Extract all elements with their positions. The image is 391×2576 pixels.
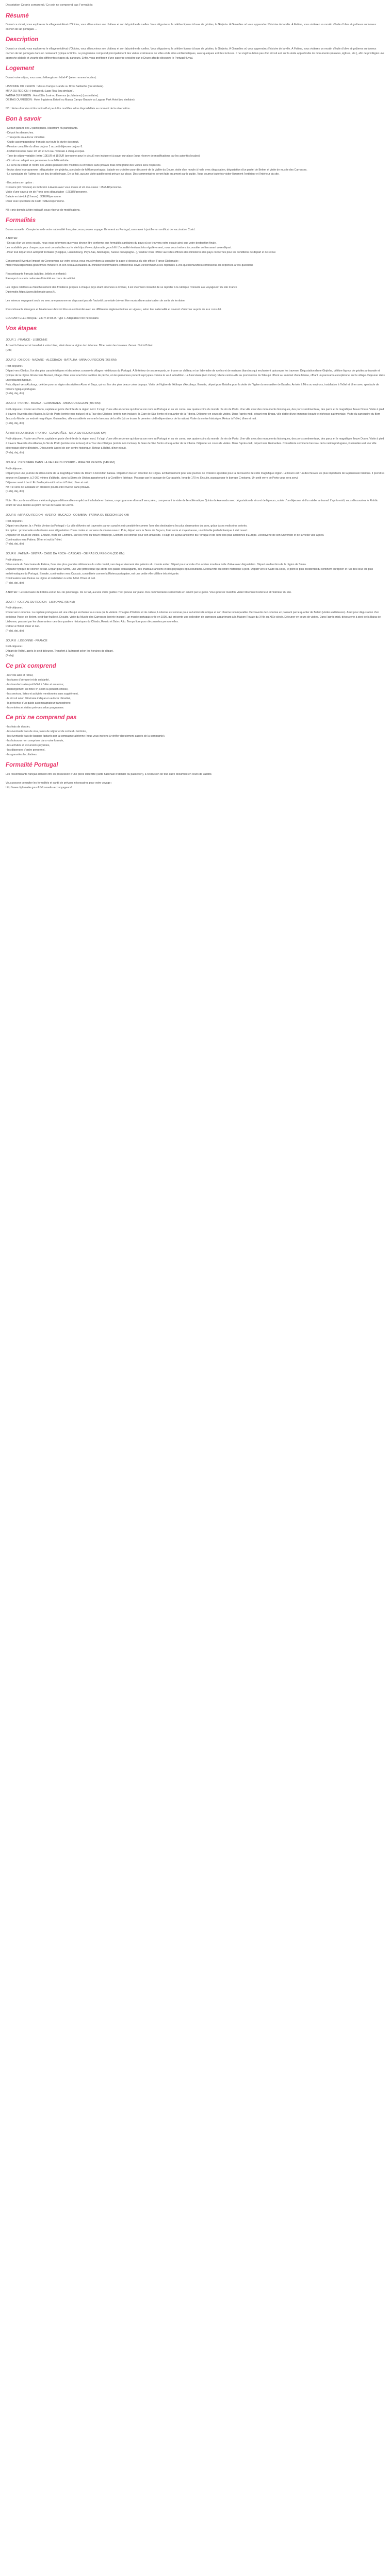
excluded-item: - les boissons non comprises dans votre formule, bbox=[6, 739, 64, 743]
excluded-item: - les éventuels frais de visa, taxes de séjour et de sortie du territoire, bbox=[6, 730, 87, 734]
excluded-item: - les dépenses d'ordre personnel, bbox=[6, 748, 45, 752]
included-item: - le circuit selon l'itinéraire indiqué en autocar climatisé, bbox=[6, 697, 71, 700]
info-item: - Le sanctuaire de Fatima est un lieu de pèlerinage. De ce fait, aucune visite guidée n'est prévue sur place. Des commentaires seront faits en amont par le guide. Vous pourrez toutefois visiter librement l'extérieur et l'intérieur du site. bbox=[6, 173, 280, 176]
section-title-prix-ne-comprend: Ce prix ne comprend pas bbox=[6, 715, 77, 721]
excursion-item: Visite d'une cave à vin de Porto avec dégustation : 17EUR/personne. bbox=[6, 191, 88, 194]
included-item: - les services, listes et activités mentionnés sans supplément, bbox=[6, 692, 79, 696]
section-title-formalites: Formalités bbox=[6, 217, 36, 224]
info-item: - Départ les dimanches. bbox=[6, 131, 34, 135]
breadcrumb[interactable]: Description Ce prix comprend / Ce prix ne comprend pas Formalités bbox=[6, 4, 93, 7]
excursion-item: Croisière (45 minutes) en moliceiro à Aveiro avec vous moles et vin mousseux : 25EUR/personne. bbox=[6, 186, 122, 190]
info-item: - Transports en autocar climatisé. bbox=[6, 135, 45, 139]
section-title-resume: Résumé bbox=[6, 12, 29, 19]
day-title: JOUR 5 : MIRA OU REGION - AVEIRO - BUCACO - COIMBRA - FATIMA OU REGION (190 KM) bbox=[6, 514, 129, 517]
formalites-paragraph: COURANT ELECTRIQUE : 230 V et 50Hz. Type F. Adaptateur non nécessaire. bbox=[6, 317, 100, 320]
formalites-paragraph: Ressortissants français (adultes, bébés et enfants) : Passeport ou carte nationale d'identité en cours de validité. bbox=[6, 273, 76, 281]
section-formalites bbox=[6, 217, 385, 321]
day-text: Petit-déjeuner. Route vers Lisbonne. La capitale portugaise est une ville qui enchante tous ceux qui la visitent. Chargée d'histoire et de culture, Lisbonne est connue pour sa luminosité unique et son charme incomparable. Découverte de Lisbonne en passant par le quartier de Belem (visites extérieures). Arrêt pour dégustation d'un délicieux Pastel de Belem, petit flan feuilleté. Ensuite, visite du Musée des Carrosses (entrée incluse), un musée portugais créé en 1905, qui présente une collection de carrosses appartenant à la Maison Royale du XVIe au XIXe siècle. Déjeuner en cours de visites. Dans l'après-midi, découverte à pied de la Baixa de Lisbonne, passant par les charmantes rues des quartiers historiques du Chiado, Rossio et Bairro Alto. Temps libre pour découvertes personnelles. Retour à l'hôtel, dîner et nuit. (P-dej, dej, din) bbox=[6, 606, 381, 633]
formalite-portugal-paragraph: Vous pouvez consulter les formalités et santé de prévues nécessaires pour votre voyage : http://www.diplomatie.gouv.fr/fr/conseils-aux-voyageurs/ bbox=[6, 781, 112, 789]
hotel-item: LISBONNE OU REGION : Massa Campo Grande ou Dmoi Saldanha (ou similaire). bbox=[6, 84, 104, 88]
excluded-item: - les éventuels frais de bagage facturés par la compagnie aérienne (nous vous invitons à vérifier directement auprès de la compagnie), bbox=[6, 735, 166, 738]
section-title-logement: Logement bbox=[6, 65, 34, 72]
formalites-paragraph: Les règles relatives au franchissement des frontières propres à chaque pays étant amenées à évoluer, il est vivement conseillé de se reporter à la rubrique "conseils aux voyageurs" du site France Diplomatie,https://www.diplomatie.gouv.fr/. bbox=[6, 286, 237, 294]
day-title: JOUR 1 : FRANCE - LISBONNE bbox=[6, 338, 47, 342]
info-item: - Taxe de séjour variable (entre 10EUR et 15EUR /personne pour le circuit) non incluse et à payer sur place (sous réserve de modifications par les autorités locales) bbox=[6, 154, 200, 158]
day-text: Petit-déjeuner. Départ vers Obidos, l'un des plus caractéristiques et des mieux conservés villages médiévaux du Portugal. À l'intérieur de ses remparts, on trouve un château et un labyrinthe de ruelles et de maisons blanches qui enchantent quiconque les traverse. Dégustation d'une Ginjinha, célèbre liqueur de griottes artisanale et typique de la région. Route vers Nazaré, village côtier avec une forte tradition de pêche, où les personnes portent sept jupes comme le veut la tradition. Le funiculaire (non inclus) relie le centre-ville au promontoire du Sitio qui offrent au sommet d'une falaise, offrant un panorama exceptionnel sur le village. Déjeuner dans un restaurant typique. Puis, départ vers Alcobaça, célèbre pour sa région des rivières Alcoa et Baça, qui est l'un des plus beaux coins du pays. Visite de l'église de l'Abbaye d'Alcobaça. Ensuite, départ pour Batalha pour la visite de l'église du monastère de Batalha. Arrivée à Mira ou environs, installation à l'hôtel et dîner avec spectacle de folklore typique portugais. (P-dej, dej, din) bbox=[6, 364, 385, 396]
excursions-intro: - Excursions en option : bbox=[6, 181, 34, 185]
section-description bbox=[6, 37, 385, 61]
section-title-prix-comprend: Ce prix comprend bbox=[6, 663, 56, 670]
day-text: Accueil à l'aéroport et transfert à votre hôtel, situé dans la région de Lisbonne. Dîner selon les horaires d'envol. Nuit à l'hôtel. (Dm) bbox=[6, 344, 153, 352]
page bbox=[0, 0, 391, 804]
day-text: Petit-déjeuner. Découverte du Sanctuaire de Fatima, l'une des plus grandes références du culte marial, vers lequel viennent des pèlerins du monde entier. Départ pour la visite d'un ancien moulin à huile d'olive avec dégustation. Départ en direction de la région de Sintra. Déjeuner typique de cochon de lait. Départ pour Sintra, une ville pittoresque qui abrite des palais extravagants, des châteaux anciens et des paysages époustouflants. Découverte du centre historique à pied. Départ vers le Cabo da Roca, le point le plus occidental du continent européen et l'un des lieux les plus emblématiques du Portugal. Ensuite, continuation vers Cascais, considérée comme la Riviera portugaise, est une petite ville célèbre très élégante. Continuation vers Oeiras ou région et installation à votre hôtel. Dîner et nuit. (P-dej, dej, din) A NOTER : Le sanctuaire de Fátima est un lieu de pèlerinage. De ce fait, aucune visite guidée n'est prévue sur place. Des commentaires seront faits en amont par le guide. Vous pourrez toutefois visiter librement l'extérieur et l'intérieur du site. bbox=[6, 558, 373, 594]
info-item: - Forfait boissons base 1/4 vin et 1/4 eau minérale à chaque repas. bbox=[6, 149, 85, 153]
included-item: - les vols aller et retour, bbox=[6, 673, 34, 677]
day-title: À PARTIR DU 29/3/26 : PORTO - GUIMARÃES - MIRA OU REGION (300 KM) bbox=[6, 431, 106, 435]
bon-a-savoir-list bbox=[6, 126, 385, 177]
logement-note: NB : Notes données à titre indicatif et peut être modifiés selon disponibilités au moment de la réservation. bbox=[6, 107, 131, 111]
section-title-itineraire: Vos étapes bbox=[6, 325, 37, 332]
section-bon-a-savoir bbox=[6, 116, 385, 213]
section-resume bbox=[6, 13, 385, 32]
section-prix-comprend bbox=[6, 663, 385, 710]
section-title-bon-a-savoir: Bon à savoir bbox=[6, 116, 42, 123]
section-formalite-portugal bbox=[6, 762, 385, 790]
hotel-item: FATIMA OU REGION : Hotel São José ou Essence (ex Mariano) (ou similaire). bbox=[6, 94, 99, 97]
formalites-paragraph: A NOTER bbox=[6, 236, 18, 240]
info-item: - Le sens du circuit et l'ordre des visites peuvent être modifiés ou inversés sans préavis mais l'intégralité des visites sera respectée. bbox=[6, 163, 161, 167]
section-itineraire bbox=[6, 326, 385, 658]
excursion-item: Balade en tuk-tuk (1 heure) : 33EUR/personne. bbox=[6, 195, 62, 199]
day-title: JOUR 2 : OBIDOS - NAZARE - ALCOBACA - BATALHA - MIRA OU REGION (265 KM) bbox=[6, 359, 117, 362]
day-title: JOUR 3 : PORTO - BRAGA - GUIMARAES - MIRA OU REGION (300 KM) bbox=[6, 402, 101, 405]
excluded-item: - les activités et excursions payantes, bbox=[6, 744, 50, 748]
included-item: - la présence d'un guide accompagnateur francophone, bbox=[6, 701, 72, 705]
section-logement bbox=[6, 65, 385, 111]
day-text: Petit-déjeuner. Route vers Porto, capitale et porte d'entrée de la région nord. Il s'agit d'une ville ancienne qui donna son nom au Portugal et au vin connu aux quatre coins du monde : le vin de Porto. Une ville avec des monuments historiques, des ports sentimentaux, des parcs et le magnifique fleuve Douro. Visite à pied à travers l'Avenida dos Aliados, la Sé de Porto (entrée non incluse) et la Tour des Clérigos (entrée non incluse), la Gare de São Bento et le quartier de la Ribeira. Déjeuner en cours de visites. Dans l'après-midi, départ vers Braga, ville dotée d'une immense beauté et richesse patrimoniale. Visite du sanctuaire du Bom Jesus do Monte, un endroit magnifique. Guimarães, ville considérée comme le berceau de la ville (où se trouve le premier roi d'indépendance de la nation). Visite du centre historique. Retour à l'hôtel, dîner et nuit. (P-dej, dej, din) bbox=[6, 408, 384, 425]
hotel-item: MIRA OU REGION : Heritade du Lago Real (ou similaire). bbox=[6, 89, 74, 93]
day-text: Petit-déjeuner. Départ vers Aveiro, la « Petite Venise du Portugal » La ville d'Aveiro est traversée par un canal et est considérée comme l'une des destinations les plus charmantes du pays, grâce à ses moliceiros colorés. En option : promenade en Moliceiro avec dégustation d'ovos moles et un verre de vin mousseux. Puis, départ vers la Serra do Buçaco, forêt verte et majestueuse, un véritable jardin botanique à ciel ouvert. Déjeuner en cours de visites. Ensuite, visite de Coimbra. Sur les rives du fleuve Mondego, Coimbra est connue pour son université. Il s'agit de la plus ancienne du Portugal et de l'une des plus anciennes d'Europe. Découverte de son Université et de la vieille ville à pied. Continuation vers Fatima. Dîner et nuit à l'hôtel. (P-dej, dej, din) bbox=[6, 519, 324, 546]
logement-intro: Durant votre séjour, vous serez hébergés en hôtel 4* (selon normes locales) : bbox=[6, 76, 97, 79]
included-item: - les taxes d'aéroport et de solidarité, bbox=[6, 678, 50, 682]
info-item: - Circuit non adapté aux personnes à mobilité réduite. bbox=[6, 159, 70, 162]
day-title: JOUR 6 : FATIMA - SINTRA - CABO DA ROCA - CASCAIS - OEIRAS OU REGION (230 KM) bbox=[6, 552, 125, 556]
formalites-paragraph: Bonne nouvelle : Compte tenu de votre nationalité française, vous pouvez voyager librement au Portugal, sans avoir à justifier un certificat de vaccination Covid. bbox=[6, 228, 196, 231]
excursion-item: Dîner avec spectacle de Fado : 68EUR/personne. bbox=[6, 200, 65, 204]
formalite-portugal-paragraph: Les ressortissants français doivent être en possession d'une pièce d'identité (carte nationale d'identité ou passeport), à l'exclusion de tout autre document en cours de validité. bbox=[6, 772, 213, 776]
day-text: Petit-déjeuner. Départ de l'hôtel, après le petit déjeuner. Transfert à l'aéroport selon les horaires de départ. (P-dej) bbox=[6, 645, 114, 658]
section-title-formalite-portugal: Formalité Portugal bbox=[6, 761, 58, 768]
section-title-description: Description bbox=[6, 37, 39, 43]
info-item: - Guide accompagnateur francais sur toute la durée du circuit. bbox=[6, 140, 79, 144]
formalites-paragraph: Ressortissants étrangers et binationaux devront être en conformité avec les différentes réglementations en vigueur, selon leur nationalité et devront s'informer auprès de leur consulat. bbox=[6, 308, 222, 312]
info-item: - Pension complète du dîner du jour 1 au petit déjeuner du jour 8. bbox=[6, 145, 83, 148]
included-item: - les entrées et visites prévues selon programme. bbox=[6, 706, 64, 709]
info-item: - Départ garanti dès 2 participants. Maximum 45 participants. bbox=[6, 127, 78, 130]
day-text: Petit-déjeuner. Route vers Porto, capitale et porte d'entrée de la région nord. Il s'agit d'une ville ancienne qui donna son nom au Portugal et au vin connu aux quatre coins du monde : le vin de Porto. Une ville avec des monuments historiques, des ports sentimentaux, des parcs et le magnifique fleuve Douro. Visite à pied à travers l'Avenida dos Aliados, la Sé de Porto (entrée non incluse) et la Tour des Clérigos (entrée non incluse), la Gare de São Bento et le quartier de la Ribeira. Déjeuner en cours de visites. Dans l'après-midi, départ vers Guimarães. Considérée comme le berceau de la nation portugaise, Guimarães est une ville pittoresque pleine d'histoire. Découverte à pied de son centre historique. Retour à l'hôtel, dîner et nuit. (P-dej, dej, din) bbox=[6, 437, 384, 455]
formalites-paragraph: - En cas d'un vol avec escale, nous vous informons que vous devrez être conforme aux formalités sanitaires du pays où se trouvera votre escale ainsi que votre destination finale. Les modalités pour chaque pays sont consultables sur le site https://www.diplomatie.gouv.fr/fr/ L'actualité évoluant très régulièrement, nous vous invitons à consulter ce lien avant votre départ. - Pour tout départ d'un aéroport frontalier (Belgique, Luxembourg, Pays-Bas, Allemagne, Suisse ou Espagne...), veuillez vous référer aux sites officiels des ministères des pays concernés pour les conditions de départ et de retour. bbox=[6, 241, 276, 254]
hotel-list bbox=[6, 84, 385, 103]
excluded-item: - les garanties facultatives. bbox=[6, 753, 38, 756]
description-text: Durant ce circuit, vous explorerez le village médiéval d'Óbidos, vous découvrirez son château et son labyrinthe de ruelles. Vous dégusterez la célèbre liqueur à base de griottes, la Ginjinha. À Gimarães où vous apprendrez l'histoire de la ville. À Fatima, vous visiterez un moulin d'huile d'olive et goûterez au fameux cochon de lait portugais dans un restaurant typique à Sintra. Le programme comprend principalement des visites extérieures de villes et de sites emblématiques, avec quelques entrées incluses. Il ne s'agit toutefois pas d'un circuit axé sur la visite approfondie de monuments (musées, églises, etc.), afin de privilégier une approche globale et vivante des différentes étapes du parcours. Enfin, vous profiterez d'une superbe croisière sur le Douro afin de découvrir le Portugal fluvial. bbox=[6, 47, 384, 60]
day-text: Petit-déjeuner. Départ pour une journée de découverte de la magnifique vallée du Douro à bord d'un bateau. Départ en bus en direction de Régua. Embarquement pour une journée de croisière agréable pour la découverte de cette magnifique région. Le Douro est l'un des fleuves les plus importants de la péninsule Ibérique. Il prend sa source en Espagne, à 2 060 mètres d'altitude, dans la Sierra de Urbion appartenant à la Cordillère Ibérique. Passage par le barrage de Carrapatelo, long de 170 m. Ensuite, passage par le barrage Crestuma. Un petit verre de Porto vous sera servi. Déjeuner servi à bord. En fin d'après-midi retour à l'hôtel, dîner et nuit. NB : le sens de la balade en croisière pourra être inversé sans préavis. (P-dej, dej, din) Note : En cas de conditions météorologiques défavorables empêchant la balade en bateau, un programme alternatif sera prévu, comprenant la visite de l'emblématique Quinta da Avessada avec dégustation de vins et de liqueurs, suivie d'un déjeuner et d'un atelier artisanal. L'après-midi, vous découvrirez le Pinhão avant de vous rendre au point de vue de Casal de Loivos. bbox=[6, 467, 384, 507]
day-title: JOUR 4 : CROISIERE DANS LA VALLEE DU DOURO - MIRA OU REGION (340 KM) bbox=[6, 461, 115, 465]
formalites-paragraph: Les mineurs voyageant seuls ou avec une personne ne disposant pas de l'autorité parentale doivent être munis d'une autorisation de sortie de territoire. bbox=[6, 299, 186, 303]
resume-text: Durant ce circuit, vous explorerez le village médiéval d'Óbidos, vous découvrirez son château et son labyrinthe de ruelles. Vous dégusterez la célèbre liqueur à base de griottes, la Ginjinha. À Gimarães où vous apprendrez l'histoire de la ville. À Fatima, vous visiterez un moulin d'huile d'olive et goûterez au fameux cochon de lait portugais ... bbox=[6, 23, 377, 31]
hotel-item: OEIRAS OU REGION : Hotel Inglaterra Estoril ou Massa Campo Grande ou Lagoas Park Hotel (ou similaire). bbox=[6, 98, 136, 102]
info-item: - Inclus dans le programme : dégustation de ginjinha, spectacle de folklore portugais, balade en croisière pour découvrir de la Vallée du Douro, visite d'un moulin à huile avec dégustation, dégustation d'un pastel de Belem et visite de musée des Carrosses. bbox=[6, 168, 307, 172]
section-prix-ne-comprend bbox=[6, 715, 385, 757]
day-title: JOUR 8 : LISBONNE - FRANCE bbox=[6, 639, 47, 642]
day-title: JOUR 7 : OEIRAS OU REGION - LISBONNE (65 KM) bbox=[6, 600, 75, 604]
formalites-paragraph: Concernant l'éventuel impact du Coronavirus sur votre séjour, nous vous invitons à consulter la page ci-dessous du site officiel France Diplomatie : https://www.diplomatie.gouv.fr/fr/le-ministere-et-son-reseau/actualites-du-ministere/informations-coronavirus-covid-19/coronavirus-les-reponses-a-vos-questions/article/coronavirus-les-reponses-a-vos-questions bbox=[6, 259, 253, 267]
bon-a-savoir-note: NB : prix donnés à titre indicatif, sous réserve de modifications. bbox=[6, 209, 80, 212]
included-item: - l'hébergement en hôtel 4*, selon la pension choisie, bbox=[6, 687, 69, 691]
included-item: - les transferts aéroport/hôtel à l'aller et au retour, bbox=[6, 683, 64, 686]
excluded-item: - les frais de dossier, bbox=[6, 725, 30, 729]
